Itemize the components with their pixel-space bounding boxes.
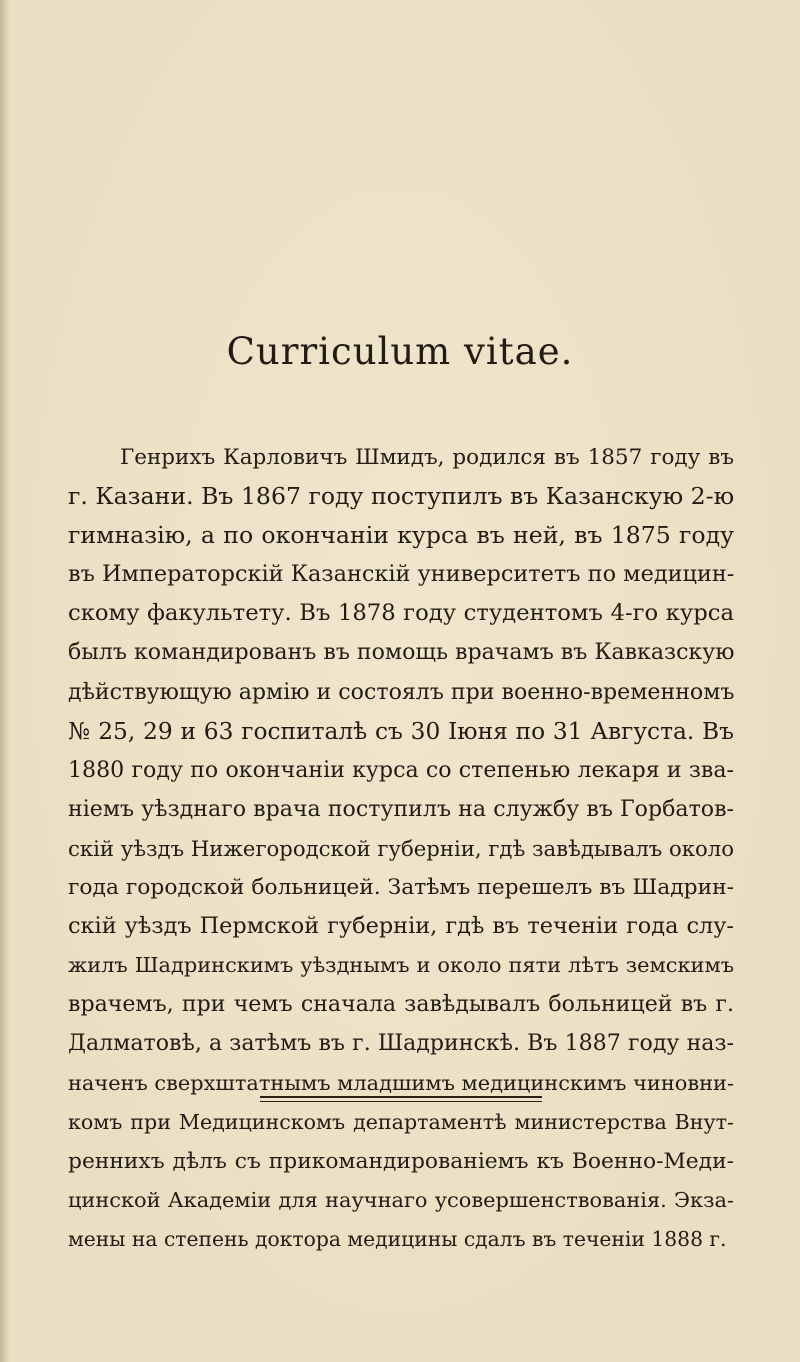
page-edge-shadow — [0, 0, 10, 1362]
text-line: скій уѣздъ Нижегородской губерніи, гдѣ завѣдывалъ около — [68, 835, 734, 861]
text-line: гимназію, а по окончаніи курса въ ней, въ 1875 году — [68, 521, 734, 550]
text-line: комъ при Медицинскомъ департаментѣ министерства Внут- — [68, 1109, 734, 1134]
text-line: врачемъ, при чемъ сначала завѣдывалъ больницей въ г. — [68, 991, 734, 1018]
closing-rule — [260, 1096, 542, 1098]
text-line: былъ командированъ въ помощь врачамъ въ Кавказскую — [68, 639, 735, 666]
text-line: въ Императорскій Казанскій университетъ по медицин- — [68, 561, 735, 588]
page-title: Curriculum vitae. — [226, 330, 574, 373]
text-line: цинской Академіи для научнаго усовершенствованія. Экза- — [68, 1187, 734, 1212]
text-line: ніемъ уѣзднаго врача поступилъ на службу въ Горбатов- — [68, 795, 734, 822]
text-line: г. Казани. Въ 1867 году поступилъ въ Казанскую 2-ю — [68, 482, 735, 511]
text-line: скій уѣздъ Пермской губерніи, гдѣ въ теченіи года слу- — [68, 913, 734, 940]
text-line: наченъ сверхштатнымъ младшимъ медицинскимъ чиновни- — [68, 1070, 734, 1095]
text-line: Генрихъ Карловичъ Шмидъ, родился въ 1857 году въ — [120, 445, 734, 470]
closing-rule-thin — [260, 1101, 542, 1102]
text-line: 1880 году по окончаніи курса со степенью лекаря и зва- — [68, 756, 734, 783]
text-line: реннихъ дѣлъ съ прикомандированіемъ къ Военно-Меди- — [68, 1148, 734, 1174]
text-line: мены на степень доктора медицины сдалъ въ теченіи 1888 г. — [68, 1226, 727, 1251]
text-line: Далматовѣ, а затѣмъ въ г. Шадринскѣ. Въ 1887 году наз- — [68, 1030, 734, 1057]
text-line: № 25, 29 и 63 госпиталѣ съ 30 Іюня по 31 Августа. Въ — [68, 717, 734, 745]
text-line: скому факультету. Въ 1878 году студентомъ 4-го курса — [68, 600, 734, 627]
text-line: года городской больницей. Затѣмъ перешелъ въ Шадрин- — [68, 875, 734, 901]
text-line: жилъ Шадринскимъ уѣзднымъ и около пяти лѣтъ земскимъ — [68, 953, 734, 978]
text-line: дѣйствующую армію и состоялъ при военно-временномъ — [68, 678, 735, 705]
body-paragraph — [68, 438, 734, 1259]
